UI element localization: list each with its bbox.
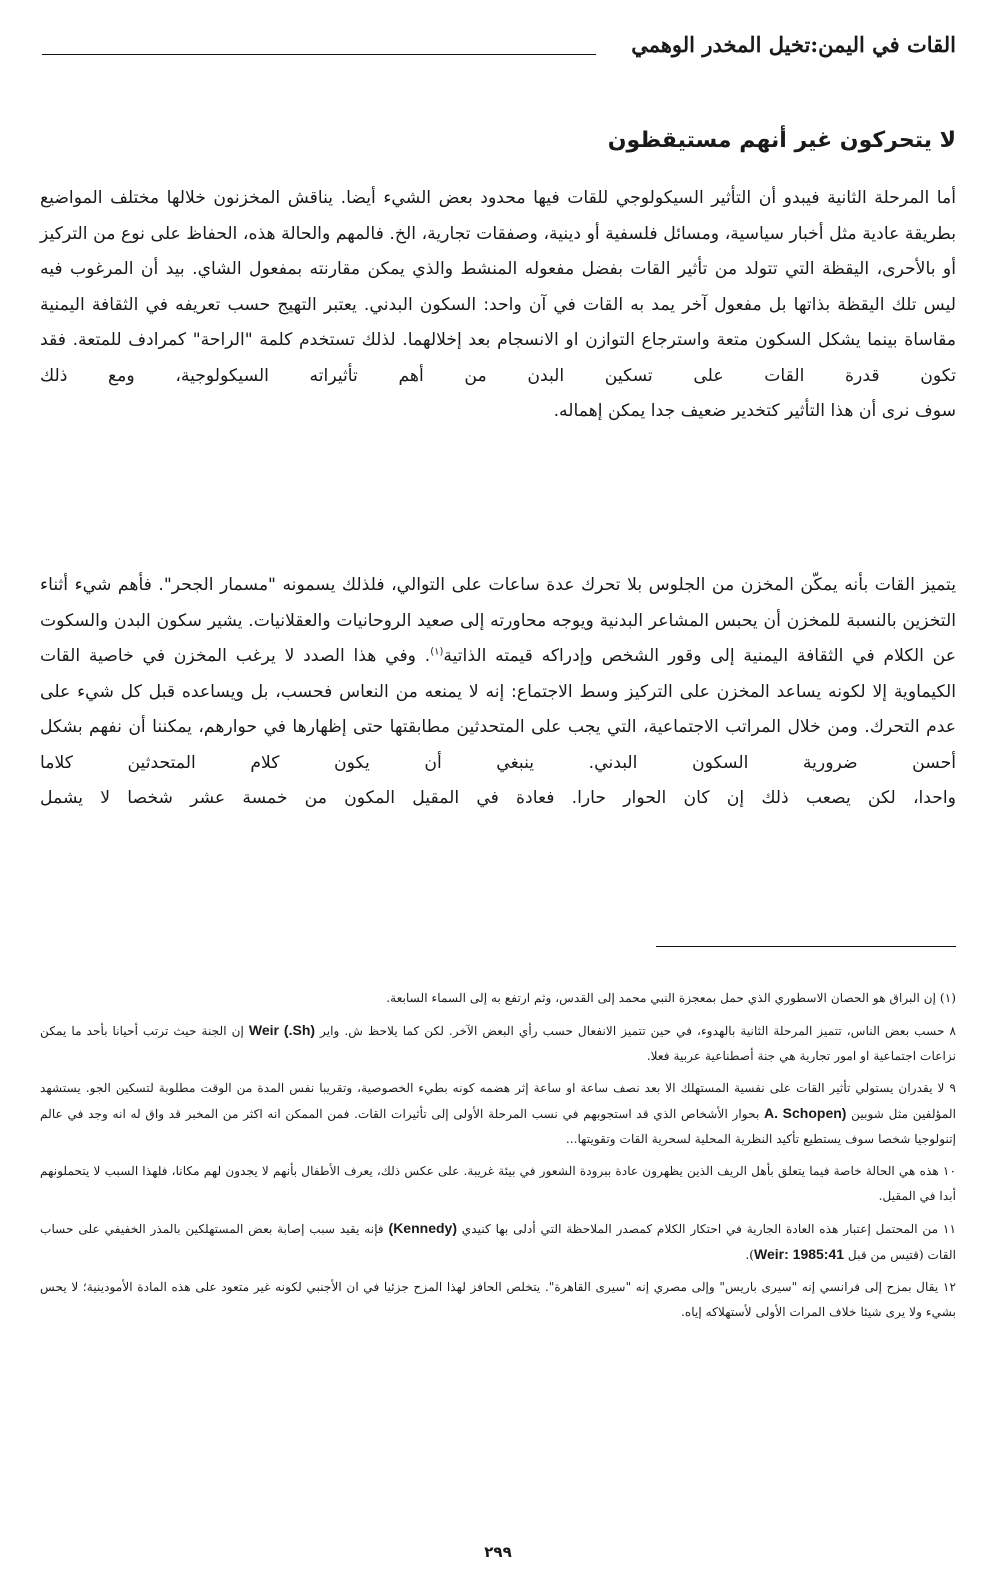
footnote-9-text-a: ٩ لا يقدران يستولي تأثير القات على نفسية المستهلك الا بعد نصف ساعة او ساعة إثر هضمه كونه بطيء الخصوصية، وتقريبا نفس المدة من الوقت مطلوبة لتسكين الجو. يستشهد المؤلفين مثل شوبين: [40, 1081, 956, 1121]
header-rule: [42, 54, 596, 55]
footnote-11-text-c: ).: [745, 1248, 755, 1262]
footnote-10: ١٠ هذه هي الحالة خاصة فيما يتعلق بأهل الريف الذين يظهرون عادة ببرودة الشعور في بيئة غريبة. على عكس ذلك، يعرف الأطفال بأنهم لا يجدون لهم مكانا، فلهذا السبب لا يتحملونهم أبدا في المقيل.: [40, 1164, 956, 1203]
body-paragraph-1: [40, 181, 956, 430]
paragraph-2-text-b: . وفي هذا الصدد لا يرغب المخزن في خاصية القات الكيماوية إلا لكونه يساعد المخزن على التركيز وسط الاجتماع: إنه لا يمنعه من النعاس فحسب، بل ويساعده قبل كل شيء على عدم التحرك. ومن خلال المراتب الاجتماعية، التي يجب على المتحدثين مطابقتها حتى إظهارها في حوارهم، يمكننا أن نفهم بشكل أحسن ضرورية السكون البدني. ينبغي أن يكون كلام المتحدثين كلاما: [40, 646, 956, 773]
footnote-8-latin: (Sh.) Weir: [248, 1022, 316, 1038]
paragraph-1-text: أما المرحلة الثانية فيبدو أن التأثير السيكولوجي للقات فيها محدود بعض الشيء أيضا. يناقش المخزنون خلالها مختلف المواضيع بطريقة عادية مثل أخبار سياسية، ومسائل فلسفية أو دينية، وصفقات تجارية، الخ. فالمهم والحالة هذه، الحفاظ على نوع من التركيز أو بالأحرى، اليقظة التي تتولد من تأثير القات بفضل مفعوله المنشط والذي يمكن مقارنته بمفعول الشاي. بيد أن المرغوب فيه ليس تلك اليقظة بذاتها بل مفعول آخر يمد به القات في آن واحد: السكون البدني. يعتبر التهيج حسب تعريفه في الثقافة اليمنية مقاساة بينما يشكل السكون متعة واسترجاع التوازن او الانسجام بعد إخلالهما. لذلك تستخدم كلمة "الراحة" كمرادف للمتعة. فقد تكون قدرة القات على تسكين البدن من أهم تأثيراته السيكولوجية، ومع ذلك: [40, 188, 956, 386]
paragraph-2-last-line: واحدا، لكن يصعب ذلك إن كان الحوار حارا. فعادة في المقيل المكون من خمسة عشر شخصا لا يشمل: [40, 788, 956, 808]
footnote-1: (١) إن البراق هو الحصان الاسطوري الذي حمل بمعجزة النبي محمد إلى القدس، وثم ارتفع به إلى السماء السابعة.: [386, 991, 956, 1005]
footnote-9-latin: (A. Schopen: [764, 1105, 847, 1121]
footnotes: [40, 986, 956, 1332]
footnote-12: ١٢ يقال بمزح إلى فرانسي إنه "سيرى باريس" وإلى مصري إنه "سيرى القاهرة". يتخلص الحافز لهذا المزح جزئيا في ان الأجنبي لكونه غير متعود على هذه المادة الأمودينية؛ لا يحس بشيء ولا يرى شيئا خلاف المرات الأولى لأستهلاكه إياه.: [40, 1280, 956, 1319]
footnote-reference: (١): [430, 646, 444, 658]
paragraph-1-last-line: سوف نرى أن هذا التأثير كتخدير ضعيف جدا يمكن إهماله.: [553, 401, 956, 421]
footnote-11: [40, 1216, 956, 1268]
footnote-11-citation: Weir: 1985:41: [754, 1246, 845, 1262]
footnote-9-text-b: بحوار الأشخاص الذي قد استجوبهم في نسب المرحلة الأولى إلى تأثيرات القات. فمن الممكن انه اكثر من المخبر قد واق له انه وجد في عالم إتنولوجيا شخصا سوف يستطيع تأكيد النظرية المحلية لسحرية القات وتقويتها...: [40, 1107, 956, 1146]
footnote-8-text-a: ٨ حسب بعض الناس، تتميز المرحلة الثانية بالهدوء، في حين تتميز الانفعال حسب رأي البعض الآخر. لكن كما يلاحظ ش. واير: [320, 1024, 957, 1038]
footnote-11-text-b: فإنه يقيد سبب إصابة بعض المستهلكين بالمذر الخفيفي على حساب القات (قتيس من قبل: [40, 1222, 956, 1262]
footnote-9: [40, 1076, 956, 1152]
footnote-11-text-a: ١١ من المحتمل إعتبار هذه العادة الجارية في احتكار الكلام كمصدر الملاحظة التي أدلى بها كنيدي: [461, 1222, 957, 1236]
page-number: ٢٩٩: [484, 1543, 512, 1561]
document-page: [40, 28, 957, 1561]
section-heading: لا يتحركون غير أنهم مستيقظون: [607, 128, 956, 153]
footnote-separator: [656, 946, 956, 947]
running-header: [40, 32, 956, 72]
footnote-8: [40, 1018, 956, 1069]
paragraph-2-text-a: يتميز القات بأنه يمكّن المخزن من الجلوس بلا تحرك عدة ساعات على التوالي، فلذلك يسمونه "مسمار الجحر". فأهم شيء أثناء التخزين بالنسبة للمخزن أن يحبس المشاعر البدنية ويوجه محاورته إلى صعيد الروحانيات والعقلانيات. يشير سكون البدن والسكوت عن الكلام في الثقافة اليمنية إلى وقور الشخص وإدراكه قيمته الذاتية: [40, 575, 956, 666]
running-title: القات في اليمن:تخيل المخدر الوهمي: [631, 32, 956, 57]
footnote-11-latin: (Kennedy): [388, 1220, 457, 1236]
body-paragraph-2: [40, 568, 956, 817]
footnote-8-text-b: إن الجنة حيث ترتب أحيانا بأحد ما يمكن نزاعات اجتماعية او امور تجارية هي جنة أصطناعية عربية فعلا.: [40, 1024, 956, 1063]
